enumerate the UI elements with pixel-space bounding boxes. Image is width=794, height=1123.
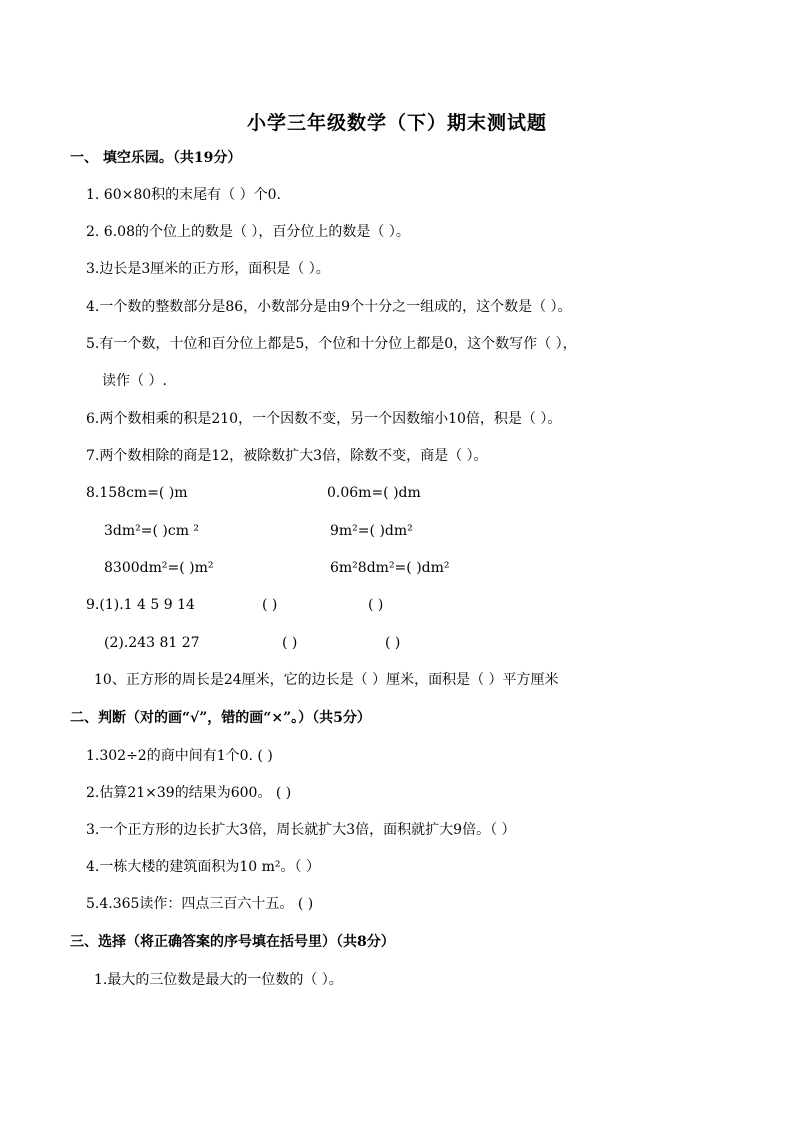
question-3-1: 1.最大的三位数是最大的一位数的（ ）。 <box>94 972 343 988</box>
question-1-8-r3c1: 8300dm²=( )m² <box>104 560 214 576</box>
question-2-4: 4.一栋大楼的建筑面积为10 m²。（ ） <box>86 859 320 875</box>
question-1-5a: 5.有一个数，十位和百分位上都是5，个位和十分位上都是0，这个数写作（ ）， <box>86 336 577 352</box>
question-1-9b-sequence: (2).243 81 27 <box>104 635 200 651</box>
section-1-heading: 一、 填空乐园。（共19分） <box>70 150 242 166</box>
question-1-8-r2c2: 9m²=( )dm² <box>330 523 413 539</box>
question-1-1: 1. 60×80积的末尾有（ ）个0. <box>86 187 281 203</box>
question-1-9b-blank-1: ( ) <box>282 635 298 651</box>
section-2-heading: 二、判断（对的画“√”，错的画“×”。）（共5分） <box>70 710 371 726</box>
section-3-heading: 三、选择（将正确答案的序号填在括号里）（共8分） <box>70 934 395 950</box>
question-2-1: 1.302÷2的商中间有1个0. ( ) <box>86 748 273 764</box>
question-1-5b: 读作（ ）. <box>102 373 167 389</box>
question-1-6: 6.两个数相乘的积是210，一个因数不变，另一个因数缩小10倍，积是（ ）。 <box>86 411 562 427</box>
question-1-8-r3c2: 6m²8dm²=( )dm² <box>330 560 450 576</box>
page-title: 小学三年级数学（下）期末测试题 <box>246 112 547 134</box>
question-1-8-r2c1: 3dm²=( )cm ² <box>104 523 200 539</box>
question-1-10: 10、正方形的周长是24厘米，它的边长是（ ）厘米，面积是（ ）平方厘米 <box>94 672 559 688</box>
question-1-4: 4.一个数的整数部分是86，小数部分是由9个十分之一组成的，这个数是（ ）。 <box>86 299 572 315</box>
question-1-8-r1c2: 0.06m=( )dm <box>327 485 421 501</box>
question-1-9a-blank-1: ( ) <box>262 597 278 613</box>
question-1-9a-sequence: 9.(1).1 4 5 9 14 <box>86 597 195 613</box>
question-1-9a-blank-2: ( ) <box>368 597 384 613</box>
question-1-8-r1c1: 8.158cm=( )m <box>86 485 188 501</box>
question-1-9b-blank-2: ( ) <box>385 635 401 651</box>
question-1-7: 7.两个数相除的商是12，被除数扩大3倍，除数不变，商是（ ）。 <box>86 448 488 464</box>
question-2-3: 3.一个正方形的边长扩大3倍，周长就扩大3倍，面积就扩大9倍。（ ） <box>86 822 516 838</box>
question-2-5: 5.4.365读作：四点三百六十五。 ( ) <box>86 896 314 912</box>
question-2-2: 2.估算21×39的结果为600。 ( ) <box>86 785 292 801</box>
question-1-2: 2. 6.08的个位上的数是（ ），百分位上的数是（ ）。 <box>86 224 410 240</box>
question-1-3: 3.边长是3厘米的正方形，面积是（ ）。 <box>86 261 330 277</box>
